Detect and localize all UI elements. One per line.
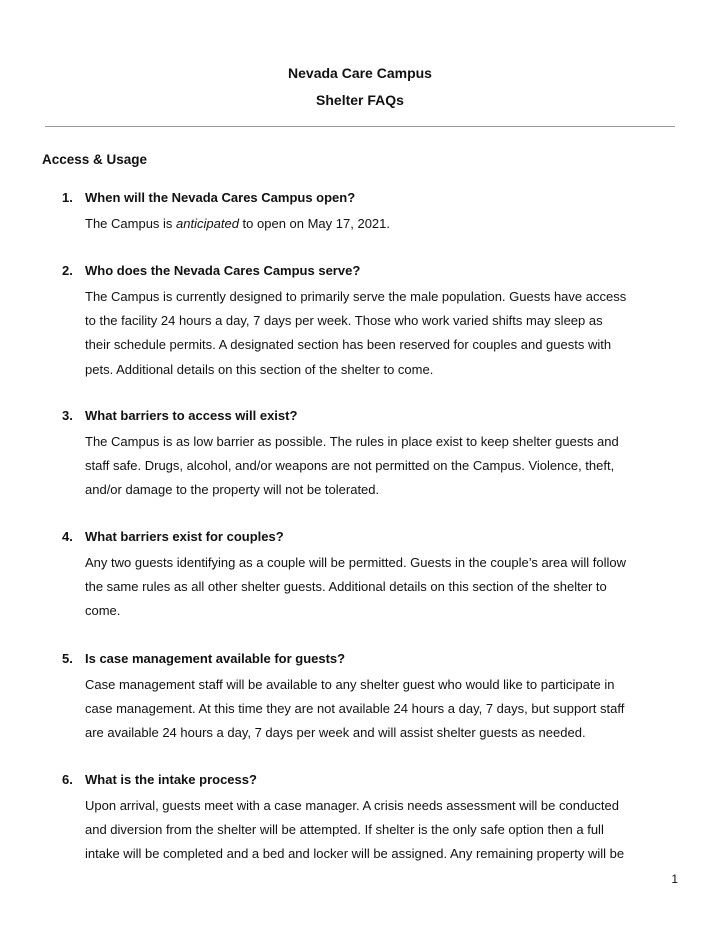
answer-text: The Campus is (85, 216, 177, 231)
faq-answer-line: and/or damage to the property will not be tolerated. (85, 482, 380, 498)
faq-item-3 (62, 407, 678, 503)
faq-item-4 (62, 528, 678, 624)
faq-number: 5. (62, 651, 73, 666)
faq-answer-line: are available 24 hours a day, 7 days per week and will assist shelter guests as needed. (85, 725, 586, 741)
section-heading: Access & Usage (42, 152, 148, 167)
faq-answer-line: staff safe. Drugs, alcohol, and/or weapons are not permitted on the Campus. Violence, theft, (85, 458, 615, 474)
faq-question: What barriers exist for couples? (85, 529, 284, 544)
faq-number: 3. (62, 408, 73, 423)
faq-question: Who does the Nevada Cares Campus serve? (85, 263, 361, 278)
faq-answer (85, 794, 678, 867)
document-subtitle: Shelter FAQs (316, 92, 404, 108)
faq-answer-line: come. (85, 603, 121, 619)
faq-answer-line: Upon arrival, guests meet with a case manager. A crisis needs assessment will be conducted (85, 798, 619, 813)
document-title: Nevada Care Campus (288, 65, 432, 81)
faq-item-5 (62, 650, 678, 746)
faq-question: What is the intake process? (85, 772, 257, 787)
faq-answer-line: the same rules as all other shelter guests. Additional details on this section of the shelter to (85, 579, 607, 595)
faq-answer-line: to the facility 24 hours a day, 7 days per week. Those who work varied shifts may sleep as (85, 313, 603, 329)
faq-answer-line: their schedule permits. A designated section has been reserved for couples and guests with (85, 337, 612, 353)
faq-answer-line: and diversion from the shelter will be attempted. If shelter is the only safe option then a full (85, 822, 604, 838)
faq-answer-line: The Campus is as low barrier as possible. The rules in place exist to keep shelter guests and (85, 434, 619, 449)
faq-item-2 (62, 262, 678, 382)
faq-question: When will the Nevada Cares Campus open? (85, 190, 356, 205)
faq-answer-line: intake will be completed and a bed and locker will be assigned. Any remaining property will be (85, 846, 625, 862)
faq-answer (85, 430, 678, 503)
faq-number: 4. (62, 529, 73, 544)
faq-answer-line: Case management staff will be available to any shelter guest who would like to participate in (85, 677, 615, 692)
faq-answer (85, 673, 678, 746)
faq-item-1 (62, 189, 678, 236)
faq-answer-line: Any two guests identifying as a couple will be permitted. Guests in the couple’s area will follow (85, 555, 626, 570)
page-number: 1 (671, 872, 678, 886)
faq-answer-line: The Campus is currently designed to primarily serve the male population. Guests have access (85, 289, 627, 304)
faq-answer (85, 285, 678, 382)
header-divider (45, 126, 675, 127)
answer-emphasis: anticipated (176, 216, 239, 231)
faq-number: 2. (62, 263, 73, 278)
faq-answer-line: pets. Additional details on this section of the shelter to come. (85, 361, 434, 377)
faq-answer (85, 212, 678, 236)
faq-item-6 (62, 771, 678, 867)
answer-text: to open on May 17, 2021. (238, 216, 390, 231)
faq-number: 6. (62, 772, 73, 787)
faq-answer (85, 551, 678, 624)
faq-answer-line (85, 212, 678, 236)
faq-question: What barriers to access will exist? (85, 408, 298, 423)
faq-answer-line: case management. At this time they are not available 24 hours a day, 7 days, but support staff (85, 701, 625, 717)
faq-number: 1. (62, 190, 73, 205)
faq-question: Is case management available for guests? (85, 651, 346, 666)
